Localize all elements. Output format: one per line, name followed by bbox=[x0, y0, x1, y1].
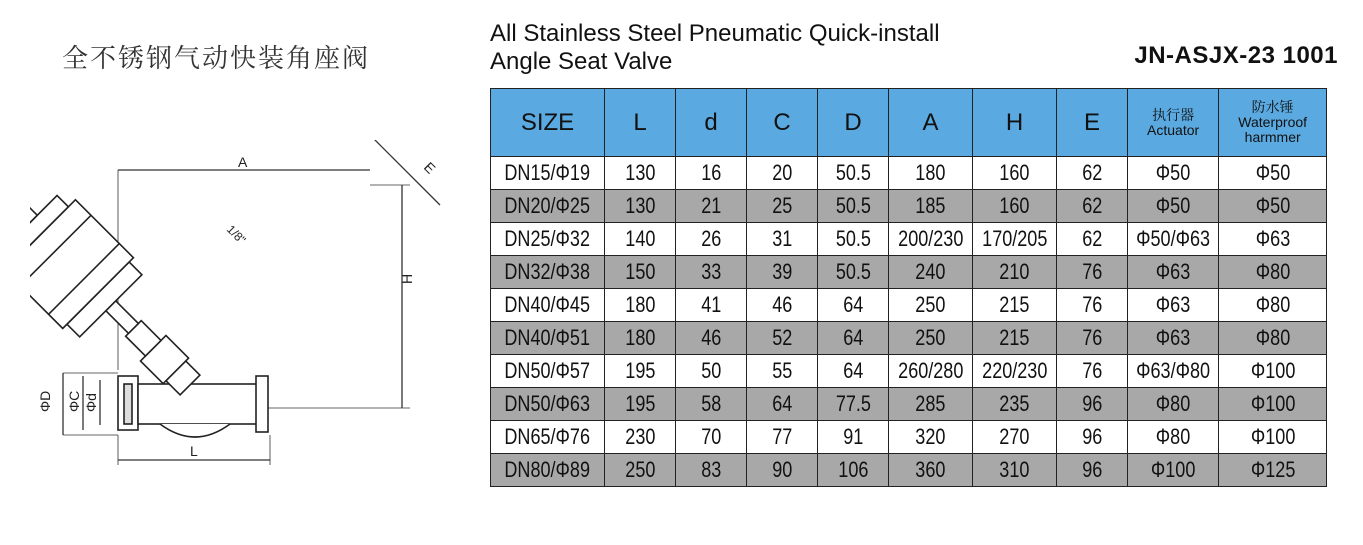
cell-value: 62 bbox=[1081, 160, 1103, 185]
table-cell bbox=[1057, 223, 1128, 256]
cell-value: 106 bbox=[837, 457, 869, 482]
header-e: E bbox=[1057, 89, 1128, 157]
table-cell bbox=[1219, 157, 1327, 190]
header-actuator-cn: 执行器 bbox=[1152, 106, 1195, 123]
cell-value: 46 bbox=[700, 325, 722, 350]
table-cell bbox=[1057, 256, 1128, 289]
chinese-title: 全不锈钢气动快装角座阀 bbox=[62, 44, 371, 74]
table-cell bbox=[1219, 256, 1327, 289]
cell-value: Φ63 bbox=[1255, 226, 1290, 251]
dim-label-c: ΦC bbox=[66, 390, 82, 412]
cell-value: 215 bbox=[999, 292, 1030, 317]
table-cell bbox=[676, 190, 747, 223]
cell-value: DN50/Φ57 bbox=[504, 358, 591, 383]
table-cell bbox=[491, 157, 605, 190]
cell-value: DN80/Φ89 bbox=[504, 457, 591, 482]
table-cell bbox=[1219, 388, 1327, 421]
table-cell bbox=[747, 454, 818, 487]
table-cell bbox=[605, 421, 676, 454]
cell-value: 310 bbox=[999, 457, 1030, 482]
table-cell bbox=[1128, 454, 1219, 487]
cell-value: 39 bbox=[771, 259, 793, 284]
table-cell bbox=[1057, 454, 1128, 487]
table-cell bbox=[747, 322, 818, 355]
table-cell bbox=[889, 322, 973, 355]
table-cell bbox=[1128, 322, 1219, 355]
table-cell bbox=[676, 256, 747, 289]
table-cell bbox=[1057, 421, 1128, 454]
table-cell bbox=[818, 322, 889, 355]
cell-value: 64 bbox=[842, 358, 864, 383]
table-cell bbox=[605, 454, 676, 487]
cell-value: DN20/Φ25 bbox=[504, 193, 591, 218]
table-cell bbox=[889, 157, 973, 190]
spec-table-body bbox=[491, 157, 1327, 487]
cell-value: 160 bbox=[999, 160, 1030, 185]
cell-value: 96 bbox=[1081, 424, 1103, 449]
table-cell bbox=[605, 322, 676, 355]
table-cell bbox=[491, 454, 605, 487]
table-cell bbox=[1057, 289, 1128, 322]
cell-value: 70 bbox=[700, 424, 722, 449]
cell-value: 180 bbox=[915, 160, 946, 185]
cell-value: 21 bbox=[700, 193, 722, 218]
table-cell bbox=[889, 190, 973, 223]
table-cell bbox=[676, 157, 747, 190]
table-cell bbox=[676, 322, 747, 355]
cell-value: 215 bbox=[999, 325, 1030, 350]
table-cell bbox=[889, 454, 973, 487]
table-cell bbox=[491, 388, 605, 421]
table-cell bbox=[973, 421, 1057, 454]
cell-value: 33 bbox=[700, 259, 722, 284]
table-row bbox=[491, 190, 1327, 223]
table-cell bbox=[1128, 388, 1219, 421]
cell-value: 26 bbox=[700, 226, 722, 251]
table-cell bbox=[1219, 289, 1327, 322]
table-cell bbox=[491, 289, 605, 322]
header-l: L bbox=[605, 89, 676, 157]
table-row bbox=[491, 322, 1327, 355]
cell-value: 250 bbox=[915, 292, 946, 317]
header-hammer-en-1: Waterproof bbox=[1238, 114, 1308, 130]
table-cell bbox=[605, 289, 676, 322]
table-cell bbox=[818, 223, 889, 256]
table-cell bbox=[889, 223, 973, 256]
cell-value: 77 bbox=[771, 424, 793, 449]
english-title bbox=[490, 20, 940, 76]
cell-value: Φ100 bbox=[1250, 358, 1295, 383]
cell-value: 180 bbox=[624, 292, 656, 317]
table-cell bbox=[889, 355, 973, 388]
cell-value: 31 bbox=[771, 226, 793, 251]
spec-table bbox=[490, 88, 1327, 487]
table-cell bbox=[1057, 190, 1128, 223]
table-row bbox=[491, 355, 1327, 388]
table-cell bbox=[676, 454, 747, 487]
cell-value: 195 bbox=[624, 358, 656, 383]
cell-value: 91 bbox=[842, 424, 864, 449]
cell-value: DN25/Φ32 bbox=[504, 226, 591, 251]
cell-value: DN15/Φ19 bbox=[504, 160, 591, 185]
table-cell bbox=[1219, 355, 1327, 388]
header-h: H bbox=[973, 89, 1057, 157]
table-cell bbox=[676, 355, 747, 388]
header-size: SIZE bbox=[491, 89, 605, 157]
table-cell bbox=[491, 421, 605, 454]
cell-value: 130 bbox=[624, 193, 656, 218]
header-actuator-en: Actuator bbox=[1147, 121, 1200, 138]
cell-value: 52 bbox=[771, 325, 793, 350]
dim-label-a: A bbox=[238, 154, 248, 170]
table-cell bbox=[1219, 421, 1327, 454]
table-cell bbox=[491, 322, 605, 355]
cell-value: 185 bbox=[915, 193, 946, 218]
cell-value: 150 bbox=[624, 259, 656, 284]
english-title-line-2: Angle Seat Valve bbox=[490, 48, 673, 75]
table-cell bbox=[605, 256, 676, 289]
table-cell bbox=[1128, 157, 1219, 190]
english-title-line-1: All Stainless Steel Pneumatic Quick-install bbox=[490, 20, 940, 47]
table-cell bbox=[973, 223, 1057, 256]
header-row bbox=[491, 89, 1327, 157]
table-cell bbox=[973, 190, 1057, 223]
cell-value: Φ50 bbox=[1155, 160, 1191, 185]
cell-value: 41 bbox=[700, 292, 722, 317]
table-cell bbox=[676, 388, 747, 421]
cell-value: 220/230 bbox=[981, 358, 1048, 383]
table-cell bbox=[889, 256, 973, 289]
table-cell bbox=[818, 256, 889, 289]
table-cell bbox=[818, 388, 889, 421]
table-cell bbox=[1128, 256, 1219, 289]
header-hammer-en-2: harmmer bbox=[1244, 129, 1301, 145]
cell-value: DN40/Φ51 bbox=[504, 325, 591, 350]
table-cell bbox=[1057, 388, 1128, 421]
dim-label-l: L bbox=[190, 443, 198, 459]
table-cell bbox=[1219, 454, 1327, 487]
dim-label-d-outer: ΦD bbox=[37, 390, 53, 412]
table-cell bbox=[818, 355, 889, 388]
table-cell bbox=[1219, 190, 1327, 223]
header-a: A bbox=[889, 89, 973, 157]
cell-value: 180 bbox=[624, 325, 656, 350]
cell-value: 58 bbox=[700, 391, 722, 416]
cell-value: 64 bbox=[842, 292, 864, 317]
table-cell bbox=[491, 190, 605, 223]
cell-value: Φ80 bbox=[1155, 424, 1191, 449]
table-cell bbox=[818, 157, 889, 190]
cell-value: Φ100 bbox=[1250, 424, 1295, 449]
cell-value: 320 bbox=[915, 424, 946, 449]
cell-value: 76 bbox=[1081, 292, 1103, 317]
cell-value: 200/230 bbox=[897, 226, 964, 251]
table-cell bbox=[676, 421, 747, 454]
cell-value: 16 bbox=[700, 160, 722, 185]
header-d-small: d bbox=[676, 89, 747, 157]
header-actuator bbox=[1128, 89, 1219, 157]
cell-value: 25 bbox=[771, 193, 793, 218]
cell-value: DN65/Φ76 bbox=[504, 424, 591, 449]
table-cell bbox=[973, 157, 1057, 190]
cell-value: 235 bbox=[999, 391, 1030, 416]
table-cell bbox=[605, 388, 676, 421]
cell-value: 240 bbox=[915, 259, 946, 284]
table-row bbox=[491, 223, 1327, 256]
cell-value: 76 bbox=[1081, 325, 1103, 350]
table-cell bbox=[747, 355, 818, 388]
dim-label-d-inner: Φd bbox=[83, 393, 99, 412]
table-cell bbox=[973, 322, 1057, 355]
table-cell bbox=[889, 388, 973, 421]
cell-value: 62 bbox=[1081, 193, 1103, 218]
cell-value: 96 bbox=[1081, 391, 1103, 416]
cell-value: 50 bbox=[700, 358, 722, 383]
table-cell bbox=[973, 388, 1057, 421]
cell-value: DN50/Φ63 bbox=[504, 391, 591, 416]
table-row bbox=[491, 388, 1327, 421]
cell-value: 270 bbox=[999, 424, 1030, 449]
table-cell bbox=[747, 157, 818, 190]
cell-value: 130 bbox=[624, 160, 656, 185]
port-label: 1/8" bbox=[223, 222, 249, 247]
table-row bbox=[491, 289, 1327, 322]
valve-technical-drawing bbox=[30, 140, 470, 480]
table-cell bbox=[1128, 355, 1219, 388]
cell-value: Φ80 bbox=[1255, 325, 1290, 350]
cell-value: DN32/Φ38 bbox=[504, 259, 591, 284]
table-cell bbox=[491, 256, 605, 289]
table-cell bbox=[747, 289, 818, 322]
cell-value: Φ50/Φ63 bbox=[1136, 226, 1211, 251]
model-number: JN-ASJX-23 1001 bbox=[1134, 42, 1338, 69]
cell-value: 250 bbox=[915, 325, 946, 350]
cell-value: 62 bbox=[1081, 226, 1103, 251]
table-cell bbox=[973, 355, 1057, 388]
cell-value: Φ63 bbox=[1155, 292, 1191, 317]
cell-value: DN40/Φ45 bbox=[504, 292, 591, 317]
cell-value: 210 bbox=[999, 259, 1030, 284]
cell-value: 83 bbox=[700, 457, 722, 482]
table-cell bbox=[1057, 157, 1128, 190]
header-waterproof-hammer bbox=[1219, 89, 1327, 157]
table-cell bbox=[1219, 223, 1327, 256]
table-cell bbox=[973, 256, 1057, 289]
cell-value: 76 bbox=[1081, 259, 1103, 284]
cell-value: 50.5 bbox=[835, 259, 871, 284]
dim-label-h: H bbox=[399, 273, 415, 284]
cell-value: 260/280 bbox=[897, 358, 964, 383]
cell-value: Φ63/Φ80 bbox=[1136, 358, 1211, 383]
cell-value: 285 bbox=[915, 391, 946, 416]
table-cell bbox=[889, 289, 973, 322]
header-hammer-cn: 防水锤 bbox=[1251, 99, 1294, 115]
cell-value: 76 bbox=[1081, 358, 1103, 383]
table-cell bbox=[818, 190, 889, 223]
cell-value: 50.5 bbox=[835, 193, 871, 218]
cell-value: 360 bbox=[915, 457, 946, 482]
table-cell bbox=[973, 454, 1057, 487]
cell-value: Φ50 bbox=[1255, 160, 1290, 185]
table-cell bbox=[491, 223, 605, 256]
cell-value: 250 bbox=[624, 457, 656, 482]
table-cell bbox=[605, 157, 676, 190]
cell-value: 50.5 bbox=[835, 160, 871, 185]
table-cell bbox=[747, 223, 818, 256]
cell-value: Φ80 bbox=[1255, 292, 1290, 317]
table-cell bbox=[676, 289, 747, 322]
cell-value: Φ50 bbox=[1255, 193, 1290, 218]
cell-value: Φ125 bbox=[1250, 457, 1295, 482]
dim-label-e: E bbox=[420, 158, 439, 177]
cell-value: 46 bbox=[771, 292, 793, 317]
table-cell bbox=[818, 289, 889, 322]
cell-value: 230 bbox=[624, 424, 656, 449]
table-row bbox=[491, 454, 1327, 487]
table-cell bbox=[889, 421, 973, 454]
cell-value: 160 bbox=[999, 193, 1030, 218]
cell-value: Φ80 bbox=[1155, 391, 1191, 416]
cell-value: 20 bbox=[771, 160, 793, 185]
table-cell bbox=[491, 355, 605, 388]
cell-value: 96 bbox=[1081, 457, 1103, 482]
table-cell bbox=[747, 256, 818, 289]
table-row bbox=[491, 421, 1327, 454]
cell-value: 55 bbox=[771, 358, 793, 383]
table-row bbox=[491, 157, 1327, 190]
cell-value: 140 bbox=[624, 226, 656, 251]
table-cell bbox=[818, 454, 889, 487]
header-d: D bbox=[818, 89, 889, 157]
cell-value: Φ80 bbox=[1255, 259, 1290, 284]
table-row bbox=[491, 256, 1327, 289]
table-cell bbox=[605, 355, 676, 388]
table-cell bbox=[1057, 355, 1128, 388]
cell-value: 50.5 bbox=[835, 226, 871, 251]
cell-value: 170/205 bbox=[981, 226, 1048, 251]
cell-value: Φ100 bbox=[1150, 457, 1196, 482]
cell-value: Φ63 bbox=[1155, 325, 1191, 350]
table-cell bbox=[1128, 421, 1219, 454]
table-cell bbox=[1219, 322, 1327, 355]
cell-value: 64 bbox=[842, 325, 864, 350]
cell-value: Φ100 bbox=[1250, 391, 1295, 416]
cell-value: 90 bbox=[771, 457, 793, 482]
cell-value: Φ63 bbox=[1155, 259, 1191, 284]
table-cell bbox=[818, 421, 889, 454]
table-cell bbox=[676, 223, 747, 256]
table-cell bbox=[1128, 223, 1219, 256]
header-c: C bbox=[747, 89, 818, 157]
table-cell bbox=[1128, 289, 1219, 322]
table-cell bbox=[747, 421, 818, 454]
table-cell bbox=[747, 388, 818, 421]
cell-value: 64 bbox=[771, 391, 793, 416]
table-cell bbox=[1128, 190, 1219, 223]
table-cell bbox=[605, 223, 676, 256]
cell-value: 195 bbox=[624, 391, 656, 416]
table-cell bbox=[973, 289, 1057, 322]
table-cell bbox=[747, 190, 818, 223]
cell-value: Φ50 bbox=[1155, 193, 1191, 218]
table-cell bbox=[1057, 322, 1128, 355]
table-cell bbox=[605, 190, 676, 223]
cell-value: 77.5 bbox=[835, 391, 871, 416]
